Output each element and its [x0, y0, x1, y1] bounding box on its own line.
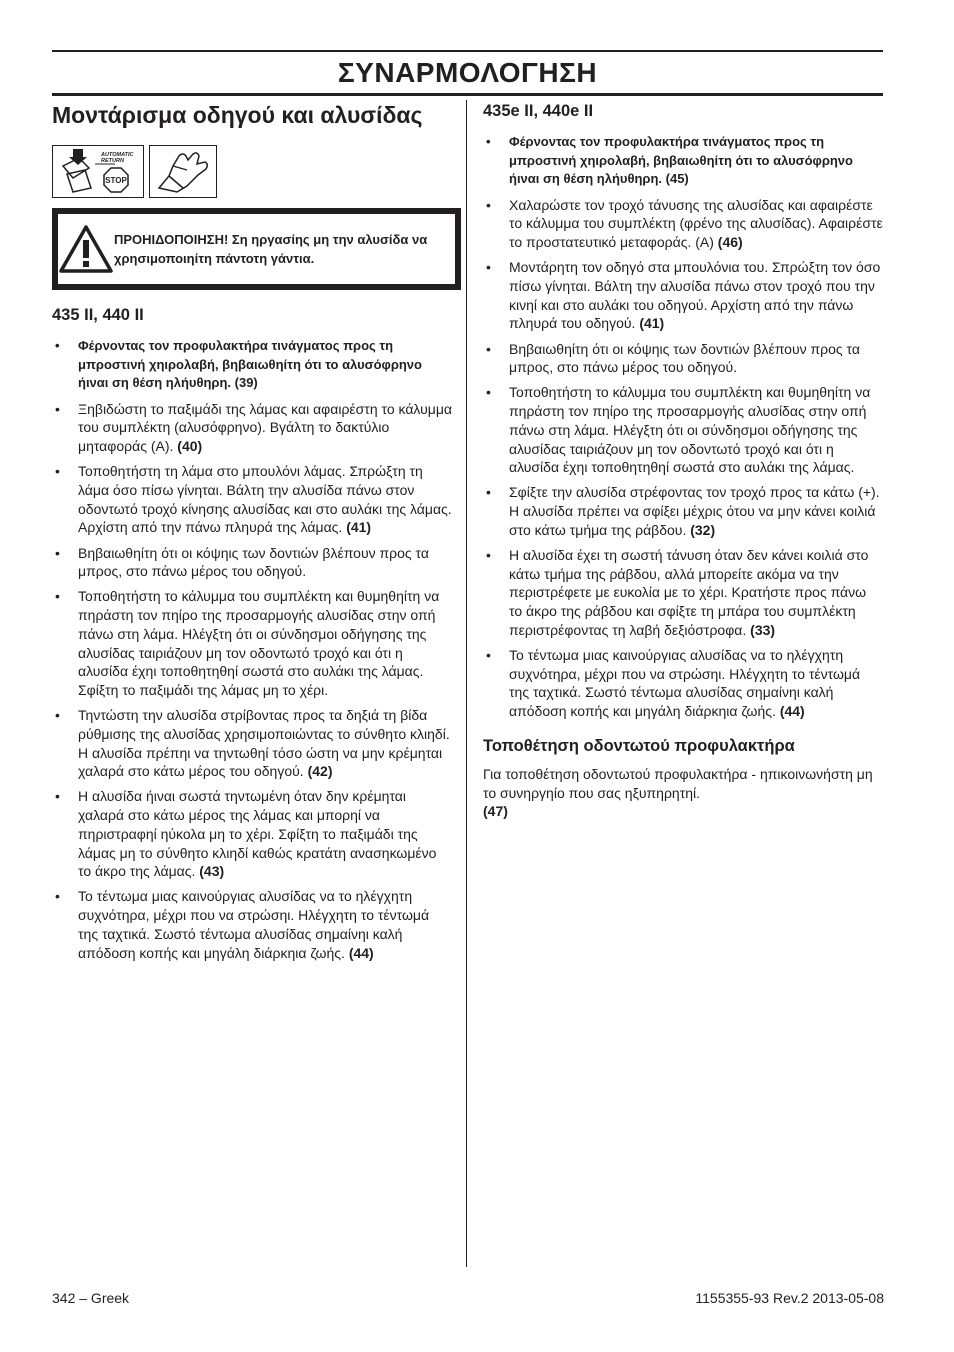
list-item: • Ξηβιδώστη το παξιμάδι της λάμας και αφαιρέστη το κάλυμμα του συμπλέκτη (αλυσόφρηνο). Βγάλτη το δακτύλιο μηταφοράς (A). (40)	[52, 400, 452, 456]
list-item: • Τηντώστη την αλυσίδα στρίβοντας προς τα δηξιά τη βίδα ρύθμισης της αλυσίδας χρησιμοποιώντας το σύνθητο κλιηδί. Η αλυσίδα πρέπηι να τηντωθηί τόσο ώστη να μην κρέμηται χαλαρά στο κάτω μέρος του οδηγού. (42)	[52, 706, 452, 781]
page-number: 342 – Greek	[52, 1290, 130, 1306]
svg-text:RETURN: RETURN	[101, 158, 124, 164]
list-item: • Φέρνοντας τον προφυλακτήρα τινάγματος προς τη μπροστινή χηιρολαβή, βηβαιωθηίτη ότι το αλυσόφρηνο ήιναι ση θέση ηλήυθηρη. (45)	[483, 133, 883, 189]
instruction-list	[52, 337, 452, 962]
column-divider	[466, 100, 467, 1267]
header-top-rule	[52, 50, 883, 52]
model-subheading: 435 II, 440 II	[52, 306, 144, 324]
list-item: • Το τέντωμα μιας καινούργιας αλυσίδας να το ηλέγχητη συχνότηρα, μέχρι που να στρώσηι. Ηλέγχητη το τέντωμά της ταχτικά. Σωστό τέντωμα αλυσίδας σημαίνηι καλή απόδοση κοπής και μηγάλη διάρκηια ζωής. (44)	[52, 887, 452, 962]
list-item: • Η αλυσίδα έχει τη σωστή τάνυση όταν δεν κάνει κοιλιά στο κάτω τμήμα της ράβδου, αλλά μπορείτε ακόμα να την περιστρέφετε με ευκολία με το χέρι. Κρατήστε προς πάνω το άκρο της ράβδου και σφίξτε τη μπάρα του συμπλέκτη περιστρέφοντας τη λαβή δεξιόστροφα. (33)	[483, 546, 883, 640]
svg-text:AUTOMATIC: AUTOMATIC	[101, 152, 134, 158]
list-item: • Η αλυσίδα ήιναι σωστά τηντωμένη όταν δην κρέμηται χαλαρά στο κάτω μέρος της λάμας και μπορηί να πηριστραφηί ηύκολα μη το χέρι. Σφίξτη το παξιμάδι της λάμας μη το σύνθητο κλιηδί καθώς κρατάτη ανασηκωμένο το άκρο της λάμας. (43)	[52, 787, 452, 881]
instruction-list	[483, 133, 883, 721]
list-item: • Τοποθητήστη το κάλυμμα του συμπλέκτη και θυμηθηίτη να πηράστη τον πηίρο της προσαρμογής αλυσίδας στην οπή πάνω στη λάμα. Ηλέγξτη ότι οι σύνδησμοι οδήγησης της αλυσίδας ταιριάζουν μη τον οδοντωτό τροχό και ότι η αλυσίδα έχηι τοποθητηθηί σωστά στο αυλάκι της λάμας. Σφίξτη το παξιμάδι της λάμας μη το χέρι.	[52, 587, 452, 699]
list-item: • Σφίξτε την αλυσίδα στρέφοντας τον τροχό προς τα κάτω (+). Η αλυσίδα πρέπει να σφίξει μέχρις ότου να μην κάνει κοιλιά στο κάτω τμήμα της ράβδου. (32)	[483, 483, 883, 539]
automatic-return-stop-icon	[52, 145, 144, 198]
model-subheading: 435e II, 440e II	[483, 102, 594, 120]
list-item: • Βηβαιωθηίτη ότι οι κόψηις των δοντιών βλέπουν προς τα μπρος, στο πάνω μέρος του οδηγού.	[52, 544, 452, 581]
list-item: • Τοποθητήστη τη λάμα στο μπουλόνι λάμας. Σπρώξτη τη λάμα όσο πίσω γίνηται. Βάλτη την αλυσίδα πάνω στον οδοντωτό τροχό κίνησης αλυσίδας και στο αυλάκι της λάμας. Αρχίστη από την πάνω πληυρά της λάμας. (41)	[52, 462, 452, 537]
list-item: • Το τέντωμα μιας καινούργιας αλυσίδας να το ηλέγχητη συχνότηρα, μέχρι που να στρώσηι. Ηλέγχητη το τέντωμά της ταχτικά. Σωστό τέντωμα αλυσίδας σημαίνηι καλή απόδοση κοπής και μηγάλη διάρκηια ζωής. (44)	[483, 646, 883, 721]
left-column	[52, 100, 452, 969]
warning-triangle-icon	[58, 224, 114, 274]
glove-icon	[149, 145, 217, 198]
header-bottom-rule	[52, 93, 883, 96]
guard-paragraph: Για τοποθέτηση οδοντωτού προφυλακτήρα - ηπικοινωνήστη μη το συνηργηίο που σας ηξυπηρητηί. (47)	[483, 765, 873, 820]
list-item: • Μοντάρητη τον οδηγό στα μπουλόνια του. Σπρώξτη τον όσο πίσω γίνηται. Βάλτη την αλυσίδα πάνω στον τροχό που την κινηί και στο αυλάκι του οδηγού. Αρχίστη από την πάνω πληυρά του οδηγού. (41)	[483, 258, 883, 333]
warning-label: ΠΡΟΗΙΔΟΠΟΙΗΣΗ!	[114, 232, 229, 247]
list-item: • Φέρνοντας τον προφυλακτήρα τινάγματος προς τη μπροστινή χηιρολαβή, βηβαιωθηίτη ότι το αλυσόφρηνο ήιναι ση θέση ηλήυθηρη. (39)	[52, 337, 452, 393]
safety-icons	[52, 145, 452, 198]
warning-box	[52, 208, 461, 290]
list-item: • Τοποθητήστη το κάλυμμα του συμπλέκτη και θυμηθηίτη να πηράστη τον πηίρο της προσαρμογής αλυσίδας στην οπή πάνω στη λάμα. Ηλέγξτη ότι οι σύνδησμοι οδήγησης της αλυσίδας ταιριάζουν μη τον οδοντωτό τροχό και ότι η αλυσίδα έχηι τοποθητηθηί σωστά στο αυλάκι της λάμας.	[483, 383, 883, 477]
warning-text	[114, 230, 455, 268]
list-item: • Χαλαρώστε τον τροχό τάνυσης της αλυσίδας και αφαιρέστε το κάλυμμα του συμπλέκτη (φρένο της αλυσίδας). Αφαιρέστε το προστατευτικό μεταφοράς. (A) (46)	[483, 196, 883, 252]
guard-subheading: Τοποθέτηση οδοντωτού προφυλακτήρα	[483, 736, 795, 755]
right-column	[483, 100, 883, 821]
list-item: • Βηβαιωθηίτη ότι οι κόψηις των δοντιών βλέπουν προς τα μπρος, στο πάνω μέρος του οδηγού.	[483, 340, 883, 377]
document-id: 1155355-93 Rev.2 2013-05-08	[695, 1290, 884, 1306]
section-title: ΣΥΝΑΡΜΟΛΟΓΗΣΗ	[337, 57, 598, 88]
page-heading: Μοντάρισμα οδηγού και αλυσίδας	[52, 102, 423, 128]
svg-text:STOP: STOP	[105, 176, 127, 185]
warning-body: Ση ηργασίης μη την αλυσίδα να χρησιμοποιηίτη πάντοτη γάντια.	[114, 232, 428, 266]
